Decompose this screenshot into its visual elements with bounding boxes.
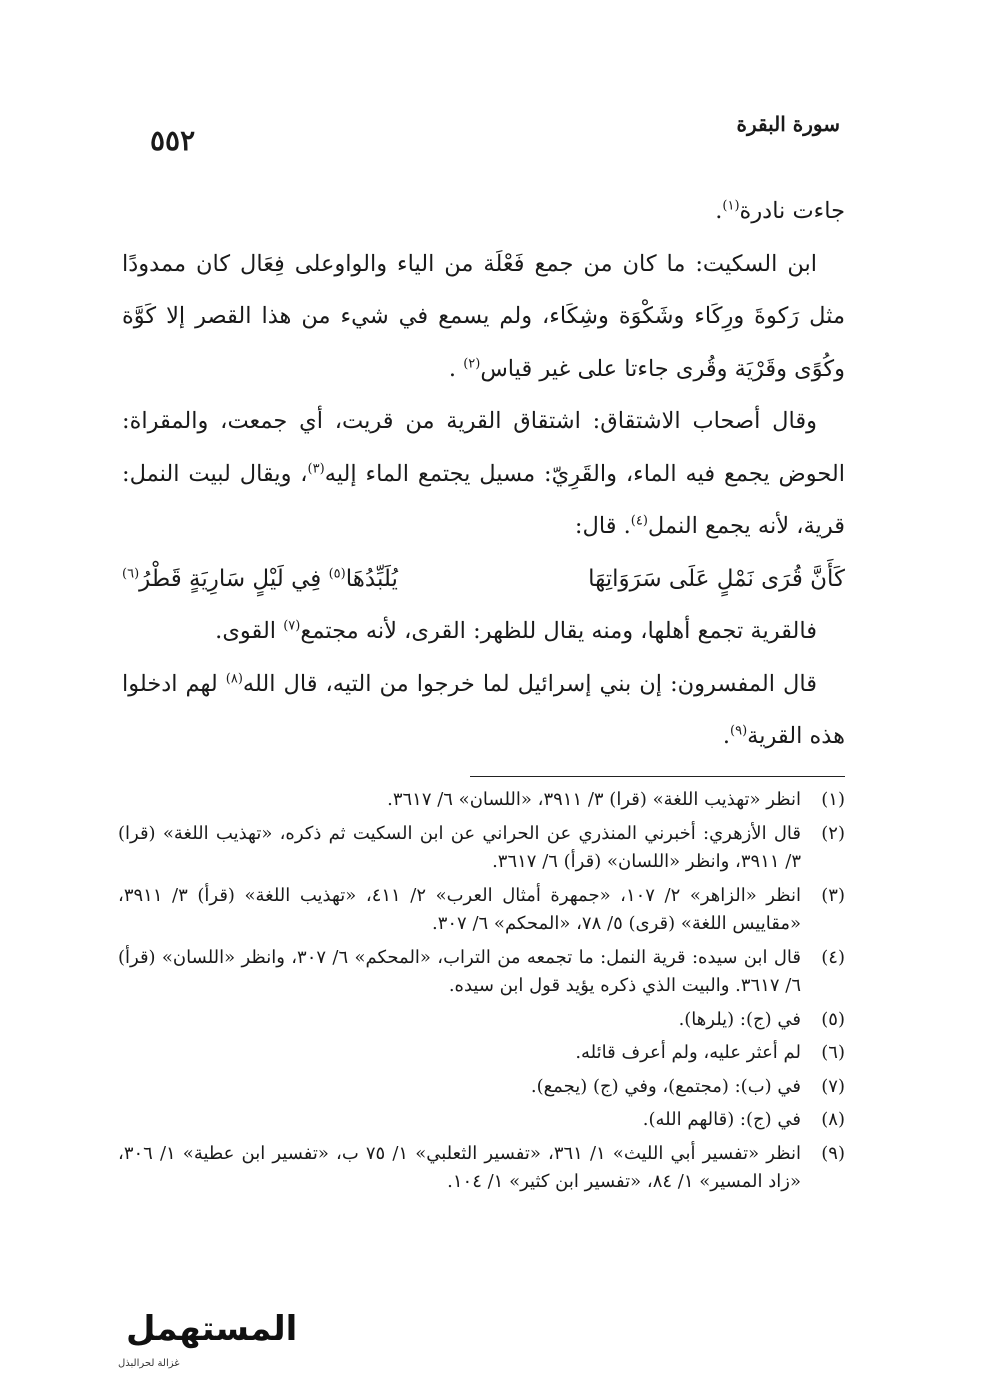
footnote-item [118, 820, 845, 877]
footnote-text: في (ب): (مجتمع)، وفي (ج) (يجمع). [530, 1075, 801, 1097]
footnote-number: (٢) [821, 822, 845, 844]
footnote-item [118, 1006, 845, 1035]
footnote-ref-8[interactable]: (٨) [225, 671, 243, 686]
paragraph-4-text-a: فالقرية تجمع أهلها، ومنه يقال للظهر: القرى، لأنه مجتمع [300, 618, 817, 644]
paragraph-1 [122, 185, 845, 238]
footnote-item [118, 944, 845, 1001]
footnote-ref-1[interactable]: (١) [722, 198, 740, 214]
footnotes-section [118, 786, 845, 1202]
footnote-number: (٩) [821, 1142, 845, 1164]
paragraph-5-text-c: . [722, 723, 730, 749]
logo-tagline: غزالة لحرالبذل [118, 1358, 180, 1369]
footnote-text: في (ج): (يلرها). [678, 1008, 801, 1030]
footnote-item [118, 1140, 845, 1197]
running-title: سورة البقرة [736, 112, 840, 136]
verse-hemistich-1: كَأَنَّ قُرَى نَمْلٍ عَلَى سَرَوَاتِهَا [588, 565, 845, 592]
footnote-number: (٧) [821, 1075, 845, 1097]
footnote-item [118, 882, 845, 939]
page-number: ٥٥٢ [150, 124, 196, 157]
paragraph-2-text: ابن السكيت: ما كان من جمع فَعْلَة من الياء والواوعلى فِعَال كان ممدودًا مثل رَكوةَ ورِكَاء وشَكْوَة وشِكَاء، ولم يسمع في شيء من هذا القصر إلا كَوَّة وكُوًى وقَرْيَة وقُرى جاءتا على غير قياس [122, 250, 845, 382]
footnote-text: قال الأزهري: أخبرني المنذري عن الحراني عن ابن السكيت ثم ذكره، «تهذيب اللغة» (قرا) ٣/ ٣٩١١، وانظر «اللسان» (قرأ) ٦/ ٣٦١٧. [118, 822, 801, 872]
paragraph-5 [122, 658, 845, 763]
poetry-verse [122, 553, 845, 606]
footnote-item [118, 786, 845, 815]
verse-hemistich-2-part-a: يُلَبِّدُهَا [345, 565, 398, 592]
paragraph-1-end: . [715, 198, 723, 224]
paragraph-3-text-b: ، ويقال لبيت النمل: قرية، لأنه يجمع النمل [122, 460, 845, 539]
footnote-item [118, 1073, 845, 1102]
footnote-text: قال ابن سيده: قرية النمل: ما تجمعه من التراب، «المحكم» ٦/ ٣٠٧، وانظر «اللسان» (قرأ) ٦/ ٣٦١٧. والبيت الذي ذكره يؤيد قول ابن سيده. [118, 946, 801, 996]
paragraph-4-text-b: القوى. [215, 618, 284, 644]
paragraph-1-text: جاءت نادرة [739, 198, 845, 224]
paragraph-3-text-c: . قال: [574, 513, 631, 539]
verse-hemistich-2-part-b: فِي لَيْلٍ سَارِيَةٍ قَطْرُ [139, 565, 329, 592]
footnote-text: في (ج): (قالهم الله). [642, 1109, 801, 1130]
footnote-ref-6[interactable]: (٦) [122, 565, 140, 581]
footnote-text: انظر «الزاهر» ٢/ ١٠٧، «جمهرة أمثال العرب» ٢/ ٤١١، «تهذيب اللغة» (قرأ) ٣/ ٣٩١١، «مقاييس اللغة» (قرى) ٥/ ٧٨، «المحكم» ٦/ ٣٠٧. [118, 884, 801, 934]
footnote-text: انظر «تهذيب اللغة» (قرا) ٣/ ٣٩١١، «اللسان» ٦/ ٣٦١٧. [387, 789, 801, 810]
paragraph-2-end: . [448, 355, 464, 382]
publisher-logo [6, 1296, 298, 1372]
footnote-text: لم أعثر عليه، ولم أعرف قائله. [575, 1042, 801, 1063]
footnote-ref-5[interactable]: (٥) [328, 565, 346, 581]
footnote-number: (٣) [821, 884, 845, 906]
paragraph-5-text-a: قال المفسرون: إن بني إسرائيل لما خرجوا من التيه، قال الله [242, 670, 818, 697]
verse-hemistich-2 [122, 553, 398, 606]
footnote-number: (٥) [821, 1008, 845, 1030]
footnote-divider [470, 776, 845, 777]
paragraph-2 [122, 238, 845, 396]
paragraph-5-text-b: لهم ادخلوا هذه القرية [122, 670, 845, 749]
paragraph-3 [122, 395, 845, 553]
main-text [122, 185, 845, 763]
footnote-ref-9[interactable]: (٩) [730, 723, 748, 739]
paragraph-3-text-a: وقال أصحاب الاشتقاق: اشتقاق القرية من قريت، أي جمعت، والمقراة: الحوض يجمع فيه الماء، والقَرِيّ: مسيل يجتمع الماء إليه [122, 408, 846, 487]
page-header [150, 112, 840, 157]
footnote-number: (٦) [821, 1042, 845, 1063]
footnote-number: (٤) [821, 946, 845, 968]
logo-mark: المستهمل [126, 1309, 298, 1349]
footnote-ref-2[interactable]: (٢) [463, 356, 481, 371]
footnote-ref-3[interactable]: (٣) [307, 461, 325, 476]
footnote-number: (٨) [821, 1109, 845, 1130]
footnote-item [118, 1039, 845, 1068]
footnote-number: (١) [821, 789, 845, 810]
footnote-item [118, 1106, 845, 1135]
paragraph-4 [122, 605, 845, 658]
footnote-ref-4[interactable]: (٤) [630, 513, 648, 529]
footnote-text: انظر «تفسير أبي الليث» ١/ ٣٦١، «تفسير الثعلبي» ١/ ٧٥ ب، «تفسير ابن عطية» ١/ ٣٠٦، «زاد المسير» ١/ ٨٤، «تفسير ابن كثير» ١/ ١٠٤. [118, 1142, 801, 1192]
footnote-ref-7[interactable]: (٧) [283, 618, 301, 634]
